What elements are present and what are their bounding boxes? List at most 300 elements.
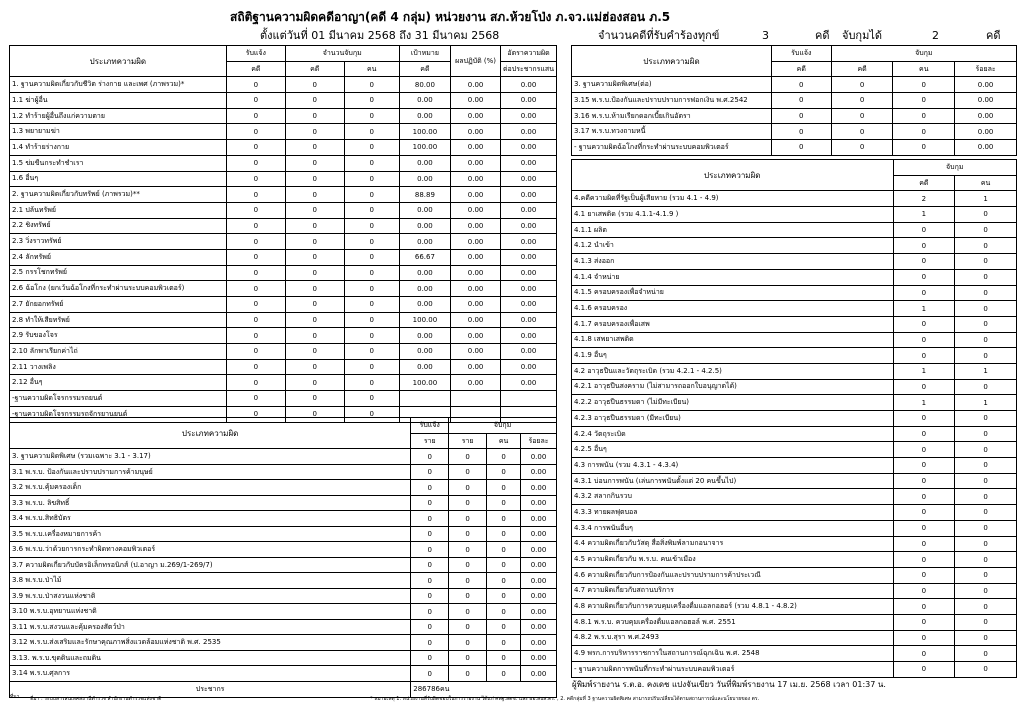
- row-label: 4.คดีความผิดที่รัฐเป็นผู้เสียหาย (รวม 4.1 - 4.9): [572, 191, 894, 207]
- row-value: 0.00: [501, 93, 557, 109]
- row-value: 0: [411, 480, 449, 496]
- row-value: 0: [893, 552, 955, 568]
- table-row: [10, 328, 557, 344]
- row-value: 0: [487, 480, 521, 496]
- row-value: 0: [285, 281, 344, 297]
- row-label: 3.12 พ.ร.บ.ส่งเสริมและรักษาคุณภาพสิ่งแวดล้อมแห่งชาติ พ.ศ. 2535: [10, 635, 411, 651]
- table-row: [572, 269, 1017, 285]
- row-value: 0: [449, 635, 487, 651]
- row-value: 0: [487, 635, 521, 651]
- row-label: 3.1 พ.ร.บ. ป้องกันและปราบปรามการค้ามนุษย์: [10, 464, 411, 480]
- row-value: 0.00: [521, 526, 557, 542]
- table-row: [572, 520, 1017, 536]
- row-value: 0: [893, 473, 955, 489]
- row-value: 0: [955, 662, 1017, 678]
- row-label: 2.4 ลักทรัพย์: [10, 249, 227, 265]
- row-value: 0: [285, 391, 344, 407]
- table-row: [572, 316, 1017, 332]
- row-value: 0.00: [399, 202, 450, 218]
- row-value: 0: [285, 265, 344, 281]
- row-value: 0.00: [501, 124, 557, 140]
- row-value: 0.00: [399, 265, 450, 281]
- row-label: 4.8.2 พ.ร.บ.สุรา พ.ศ.2493: [572, 630, 894, 646]
- table-row: [10, 375, 557, 391]
- row-value: 0: [411, 511, 449, 527]
- row-value: 0: [449, 666, 487, 682]
- row-value: 0.00: [955, 77, 1017, 93]
- table-row: [10, 187, 557, 203]
- row-value: 0: [893, 93, 955, 109]
- row-label: 4.1.7 ครอบครองเพื่อเสพ: [572, 316, 894, 332]
- table-row: [572, 124, 1017, 140]
- row-label: 4.3 การพนัน (รวม 4.3.1 - 4.3.4): [572, 458, 894, 474]
- row-label: 1.2 ทำร้ายผู้อื่นถึงแก่ความตาย: [10, 108, 227, 124]
- row-label: 4.8 ความผิดเกี่ยวกับการควบคุมเครื่องดื่มแอลกอฮอร์ (รวม 4.8.1 - 4.8.2): [572, 599, 894, 615]
- complaints-count: 3: [762, 29, 769, 42]
- row-value: 0: [285, 406, 344, 422]
- table-row: [572, 458, 1017, 474]
- row-value: 0: [955, 567, 1017, 583]
- row-value: 0: [893, 599, 955, 615]
- arrest-unit: คดี: [986, 29, 1001, 42]
- table-row: [572, 301, 1017, 317]
- row-value: 0.00: [501, 155, 557, 171]
- row-value: 0: [226, 218, 285, 234]
- row-value: 0: [893, 630, 955, 646]
- row-value: 0: [955, 489, 1017, 505]
- population-label: ประชากร: [10, 681, 411, 697]
- row-value: 0: [955, 238, 1017, 254]
- table-row: [10, 449, 557, 465]
- row-value: 0: [955, 316, 1017, 332]
- row-value: 0: [285, 218, 344, 234]
- row-value: 0.00: [451, 155, 501, 171]
- row-label: 1.5 ข่มขืนกระทำชำเรา: [10, 155, 227, 171]
- row-value: 1: [893, 301, 955, 317]
- row-value: 0.00: [451, 171, 501, 187]
- row-label: 4.1.4 จำหน่าย: [572, 269, 894, 285]
- row-value: 0: [344, 108, 399, 124]
- table-row: [572, 473, 1017, 489]
- row-label: 2.2 ชิงทรัพย์: [10, 218, 227, 234]
- row-label: 4.1.6 ครอบครอง: [572, 301, 894, 317]
- row-label: 3.8 พ.ร.บ.ป่าไม้: [10, 573, 411, 589]
- row-value: 0: [226, 406, 285, 422]
- row-value: 0.00: [521, 480, 557, 496]
- row-value: 0: [487, 604, 521, 620]
- row-value: 0: [893, 520, 955, 536]
- row-label: 3.7 ความผิดเกี่ยวกับบัตรอิเล็กทรอนิกส์ (ป.อาญา ม.269/1-269/7): [10, 557, 411, 573]
- col-header-rate: อัตราความผิด: [501, 46, 557, 62]
- col-header-case: คดี: [831, 61, 893, 77]
- table-row: [10, 557, 557, 573]
- row-value: 0: [449, 588, 487, 604]
- table-row: [572, 363, 1017, 379]
- row-value: 0.00: [501, 375, 557, 391]
- table-row: [572, 426, 1017, 442]
- row-value: 0: [344, 328, 399, 344]
- table-row: [10, 218, 557, 234]
- row-value: 0: [893, 662, 955, 678]
- row-label: 4.3.3 ทายผลฟุตบอล: [572, 505, 894, 521]
- col-header-cases: ราย: [449, 433, 487, 449]
- row-value: 0: [955, 583, 1017, 599]
- row-value: 0: [226, 155, 285, 171]
- row-value: 0: [771, 93, 831, 109]
- row-label: 2.10 ลักพาเรียกค่าไถ่: [10, 344, 227, 360]
- row-value: 0.00: [451, 375, 501, 391]
- row-label: 4.2 อาวุธปืนและวัตถุระเบิด (รวม 4.2.1 - 4.2.5): [572, 363, 894, 379]
- row-value: 0: [831, 77, 893, 93]
- table-row: [10, 140, 557, 156]
- row-value: 0: [226, 140, 285, 156]
- row-value: 0: [893, 583, 955, 599]
- row-value: 0.00: [451, 124, 501, 140]
- row-label: 3. ฐานความผิดพิเศษ(ต่อ): [572, 77, 772, 93]
- row-label: 3.11 พ.ร.บ.สงวนและคุ้มครองสัตว์ป่า: [10, 619, 411, 635]
- row-value: 0.00: [521, 511, 557, 527]
- row-value: 80.00: [399, 77, 450, 93]
- table-row: [572, 379, 1017, 395]
- row-label: 3.15 พ.ร.บ.ป้องกันและปราบปรามการฟอกเงิน พ.ศ.2542: [572, 93, 772, 109]
- col-header-target: เป้าหมาย: [399, 46, 450, 62]
- row-value: 0: [955, 630, 1017, 646]
- arrest-count: 2: [932, 29, 939, 42]
- col-header-case: คดี: [285, 61, 344, 77]
- table-row: [10, 171, 557, 187]
- row-value: 0: [285, 108, 344, 124]
- row-value: 0: [285, 140, 344, 156]
- row-value: 0.00: [451, 234, 501, 250]
- table-row: [572, 583, 1017, 599]
- row-value: 0: [344, 375, 399, 391]
- row-label: 4.1.1 ผลิต: [572, 222, 894, 238]
- row-value: 0.00: [521, 604, 557, 620]
- table-row: [10, 93, 557, 109]
- row-label: 3.3 พ.ร.บ. ลิขสิทธิ์: [10, 495, 411, 511]
- row-value: 0: [226, 391, 285, 407]
- footer-mark: ที่มา: [10, 694, 20, 700]
- row-label: 3.14 พ.ร.บ.ศุลการ: [10, 666, 411, 682]
- row-value: 0: [893, 505, 955, 521]
- table-row: [572, 238, 1017, 254]
- row-value: 0: [344, 140, 399, 156]
- row-value: 0: [771, 77, 831, 93]
- row-value: 100.00: [399, 375, 450, 391]
- row-value: 0: [226, 281, 285, 297]
- row-value: 0.00: [399, 344, 450, 360]
- row-value: 0: [226, 234, 285, 250]
- row-value: 0: [955, 426, 1017, 442]
- row-value: 0: [226, 124, 285, 140]
- row-label: 2.1 ปล้นทรัพย์: [10, 202, 227, 218]
- row-value: 0: [226, 359, 285, 375]
- report-title: สถิติฐานความผิดคดีอาญา(คดี 4 กลุ่ม) หน่วยงาน สภ.ห้วยโป่ง ภ.จว.แม่ฮ่องสอน ภ.5: [230, 10, 671, 24]
- row-value: 0: [831, 93, 893, 109]
- table-row: [10, 312, 557, 328]
- row-value: 0: [226, 171, 285, 187]
- table-row: [10, 650, 557, 666]
- row-value: 0: [955, 332, 1017, 348]
- row-value: 0.00: [521, 542, 557, 558]
- table-row: [10, 604, 557, 620]
- row-value: 0: [955, 285, 1017, 301]
- row-value: 0.00: [501, 249, 557, 265]
- row-value: 0: [411, 604, 449, 620]
- row-value: 0: [226, 108, 285, 124]
- row-value: 0: [226, 187, 285, 203]
- row-value: 0: [487, 526, 521, 542]
- table-row: [10, 495, 557, 511]
- row-value: 0.00: [501, 234, 557, 250]
- row-value: 100.00: [399, 124, 450, 140]
- table-row: [572, 411, 1017, 427]
- row-label: 2.7 ยักยอกทรัพย์: [10, 297, 227, 313]
- row-label: 4.6 ความผิดเกี่ยวกับการป้องกันและปราบปรามการค้าประเวณี: [572, 567, 894, 583]
- row-label: 4.8.1 พ.ร.บ. ควบคุมเครื่องดื่มแอลกอฮอล์ พ.ศ. 2551: [572, 614, 894, 630]
- table-row: [572, 567, 1017, 583]
- row-value: 0: [226, 202, 285, 218]
- row-value: 0: [955, 222, 1017, 238]
- row-label: 4.3.1 บ่อนการพนัน (เล่นการพนันตั้งแต่ 20 คนขึ้นไป): [572, 473, 894, 489]
- row-label: -ฐานความผิดโจรกรรมรถจักรยานยนต์: [10, 406, 227, 422]
- row-label: 3.10 พ.ร.บ.อุทยานแห่งชาติ: [10, 604, 411, 620]
- col-header-type: ประเภทความผิด: [572, 160, 894, 191]
- row-value: 2: [893, 191, 955, 207]
- complaints-label: จำนวนคดีที่รับคำร้องทุกข์: [598, 29, 720, 42]
- row-value: 0: [449, 480, 487, 496]
- row-value: 0: [344, 281, 399, 297]
- col-header-rate2: ต่อประชากรแสน: [501, 61, 557, 77]
- row-value: 0.00: [501, 202, 557, 218]
- row-value: 0: [955, 254, 1017, 270]
- row-value: 0: [771, 140, 831, 156]
- row-label: 3.17 พ.ร.บ.ทวงถามหนี้: [572, 124, 772, 140]
- row-value: 0.00: [399, 281, 450, 297]
- row-value: 0: [487, 619, 521, 635]
- row-value: 0: [226, 265, 285, 281]
- row-label: 1.6 อื่นๆ: [10, 171, 227, 187]
- table-row: [10, 619, 557, 635]
- row-value: 1: [955, 395, 1017, 411]
- row-value: 0: [285, 297, 344, 313]
- row-value: 1: [893, 207, 955, 223]
- row-value: 0.00: [451, 140, 501, 156]
- row-label: 4.1.8 เสพยาเสพติด: [572, 332, 894, 348]
- table-row: [572, 348, 1017, 364]
- row-value: 0: [487, 666, 521, 682]
- row-label: 2.3 วิ่งราวทรัพย์: [10, 234, 227, 250]
- row-label: 4.5 ความผิดเกี่ยวกับ พ.ร.บ. คนเข้าเมือง: [572, 552, 894, 568]
- report-subtitle: ตั้งแต่วันที่ 01 มีนาคม 2568 ถึง 31 มีนาคม 2568: [260, 29, 500, 42]
- row-value: 0: [411, 557, 449, 573]
- row-value: 0.00: [451, 187, 501, 203]
- row-value: 0.00: [451, 93, 501, 109]
- row-value: 0: [226, 328, 285, 344]
- row-value: [399, 391, 450, 407]
- row-label: 3.2 พ.ร.บ.คุ้มครองเด็ก: [10, 480, 411, 496]
- row-value: 0: [449, 557, 487, 573]
- col-header-person: คน: [893, 61, 955, 77]
- row-value: 0: [344, 77, 399, 93]
- row-value: 0: [344, 406, 399, 422]
- row-value: 0.00: [521, 588, 557, 604]
- row-value: [501, 391, 557, 407]
- row-value: 66.67: [399, 249, 450, 265]
- row-value: 0.00: [955, 108, 1017, 124]
- row-value: 0: [487, 449, 521, 465]
- row-value: 0.00: [501, 359, 557, 375]
- row-value: 0: [411, 464, 449, 480]
- row-value: 0.00: [399, 171, 450, 187]
- row-value: 0: [893, 77, 955, 93]
- row-value: 0.00: [399, 108, 450, 124]
- row-value: 0: [285, 202, 344, 218]
- row-value: 0.00: [451, 265, 501, 281]
- crime-table-groups-1-2: [9, 45, 557, 423]
- row-value: 0: [344, 93, 399, 109]
- col-header-person: คน: [344, 61, 399, 77]
- row-value: 0: [285, 77, 344, 93]
- row-value: 0.00: [501, 187, 557, 203]
- row-value: 0: [955, 348, 1017, 364]
- col-header-cases: ราย: [411, 433, 449, 449]
- table-row: [10, 155, 557, 171]
- row-value: 0: [411, 573, 449, 589]
- col-header-person: คน: [955, 175, 1017, 191]
- row-value: 0.00: [399, 297, 450, 313]
- row-value: 0: [285, 171, 344, 187]
- row-value: 0: [893, 108, 955, 124]
- row-value: 0: [285, 187, 344, 203]
- row-value: 0.00: [501, 140, 557, 156]
- table-row: [572, 332, 1017, 348]
- row-value: 0: [955, 599, 1017, 615]
- row-value: 0: [449, 511, 487, 527]
- row-value: [451, 391, 501, 407]
- table-row: [572, 285, 1017, 301]
- row-value: 0: [285, 124, 344, 140]
- row-value: 100.00: [399, 140, 450, 156]
- row-label: 3.13. พ.ร.บ.ขุดดินและถมดิน: [10, 650, 411, 666]
- row-value: 0: [411, 588, 449, 604]
- row-value: 0: [449, 573, 487, 589]
- row-value: 0: [344, 312, 399, 328]
- row-value: 0: [344, 187, 399, 203]
- row-value: 0: [893, 442, 955, 458]
- row-value: 0: [226, 93, 285, 109]
- col-header-report: รับแจ้ง: [226, 46, 285, 62]
- row-label: 3.16 พ.ร.บ.ห้ามเรียกดอกเบี้ยเกินอัตรา: [572, 108, 772, 124]
- table-row: [572, 646, 1017, 662]
- table-row: [572, 630, 1017, 646]
- row-label: 4.1.5 ครอบครองเพื่อจำหน่าย: [572, 285, 894, 301]
- row-label: 3. ฐานความผิดพิเศษ (รวมเฉพาะ 3.1 - 3.17): [10, 449, 411, 465]
- row-value: 0: [955, 207, 1017, 223]
- col-header-arrest: จำนวนจับกุม: [285, 46, 399, 62]
- row-value: 0: [344, 391, 399, 407]
- col-header-type: ประเภทความผิด: [10, 46, 227, 77]
- row-value: 0: [893, 140, 955, 156]
- row-label: 2.12 อื่นๆ: [10, 375, 227, 391]
- row-label: 4.2.4 วัตถุระเบิด: [572, 426, 894, 442]
- row-value: 0.00: [501, 171, 557, 187]
- table-row: [572, 552, 1017, 568]
- row-value: 0.00: [521, 495, 557, 511]
- row-value: 0: [411, 526, 449, 542]
- row-value: 0.00: [451, 281, 501, 297]
- row-label: 2.8 ทำให้เสียทรัพย์: [10, 312, 227, 328]
- row-value: 0: [411, 650, 449, 666]
- row-value: 0: [411, 666, 449, 682]
- row-value: 0: [285, 249, 344, 265]
- row-value: 0: [285, 328, 344, 344]
- row-value: 0.00: [501, 108, 557, 124]
- row-value: 0: [831, 140, 893, 156]
- row-value: 0: [344, 359, 399, 375]
- row-value: 0: [893, 222, 955, 238]
- table-row: [10, 391, 557, 407]
- row-label: 1. ฐานความผิดเกี่ยวกับชีวิต ร่างกาย และเพศ (ภาพรวม)*: [10, 77, 227, 93]
- row-label: 4.2.2 อาวุธปืนธรรมดา (ไม่มีทะเบียน): [572, 395, 894, 411]
- row-value: 0: [285, 234, 344, 250]
- row-label: 1.1 ฆ่าผู้อื่น: [10, 93, 227, 109]
- row-value: 0: [893, 536, 955, 552]
- col-header-type: ประเภทความผิด: [10, 418, 411, 449]
- crime-table-group-3-cont: [571, 45, 1017, 156]
- col-header-report: รับแจ้ง: [771, 46, 831, 62]
- row-value: 0: [344, 265, 399, 281]
- col-header-case: คดี: [226, 61, 285, 77]
- table-row: [10, 542, 557, 558]
- row-value: 0.00: [501, 77, 557, 93]
- table-row: [10, 265, 557, 281]
- row-value: 0: [893, 458, 955, 474]
- row-value: 0: [487, 495, 521, 511]
- row-value: 0.00: [451, 312, 501, 328]
- table-row: [572, 505, 1017, 521]
- row-value: 0: [487, 588, 521, 604]
- row-value: 0: [226, 77, 285, 93]
- table-row: [572, 140, 1017, 156]
- col-header-case: คดี: [893, 175, 955, 191]
- row-label: 1.4 ทำร้ายร่างกาย: [10, 140, 227, 156]
- row-value: 0: [344, 218, 399, 234]
- table-row: [10, 666, 557, 682]
- row-value: 0: [955, 614, 1017, 630]
- row-label: 2. ฐานความผิดเกี่ยวกับทรัพย์ (ภาพรวม)**: [10, 187, 227, 203]
- row-value: 0: [955, 646, 1017, 662]
- row-value: 0.00: [451, 249, 501, 265]
- row-value: 0: [893, 567, 955, 583]
- row-value: 0.00: [451, 297, 501, 313]
- row-value: 0: [344, 344, 399, 360]
- row-value: 0: [893, 238, 955, 254]
- footer-note: * หมายเหตุ 1. หน่วยงานที่รับผิดชอบในการรายงาน ได้แก่ ศพฐ.สตช. และ ผอ.สบส.ตร. , 2. คดีกลุ่มที่ 3 ฐานความผิดพิเศษ สามารถปรับเปลี่ยนได้ตามสถานการณ์และนโยบายของ ตร.: [370, 696, 760, 702]
- row-value: 0: [285, 375, 344, 391]
- row-value: 0: [449, 542, 487, 558]
- col-header-arrest: จับกุม: [831, 46, 1016, 62]
- row-value: 0: [344, 202, 399, 218]
- row-value: 0.00: [521, 619, 557, 635]
- complaints-unit: คดี: [815, 29, 830, 42]
- row-value: 0.00: [955, 93, 1017, 109]
- table-row: [10, 234, 557, 250]
- print-info: ผู้พิมพ์รายงาน ร.ต.อ. คงเดช แปงจันเขียว วันที่พิมพ์รายงาน 17 เม.ย. 2568 เวลา 01:37 น.: [572, 680, 886, 689]
- row-value: 0: [955, 442, 1017, 458]
- row-label: 4.1 ยาเสพติด (รวม 4.1.1-4.1.9 ): [572, 207, 894, 223]
- row-value: 0.00: [501, 281, 557, 297]
